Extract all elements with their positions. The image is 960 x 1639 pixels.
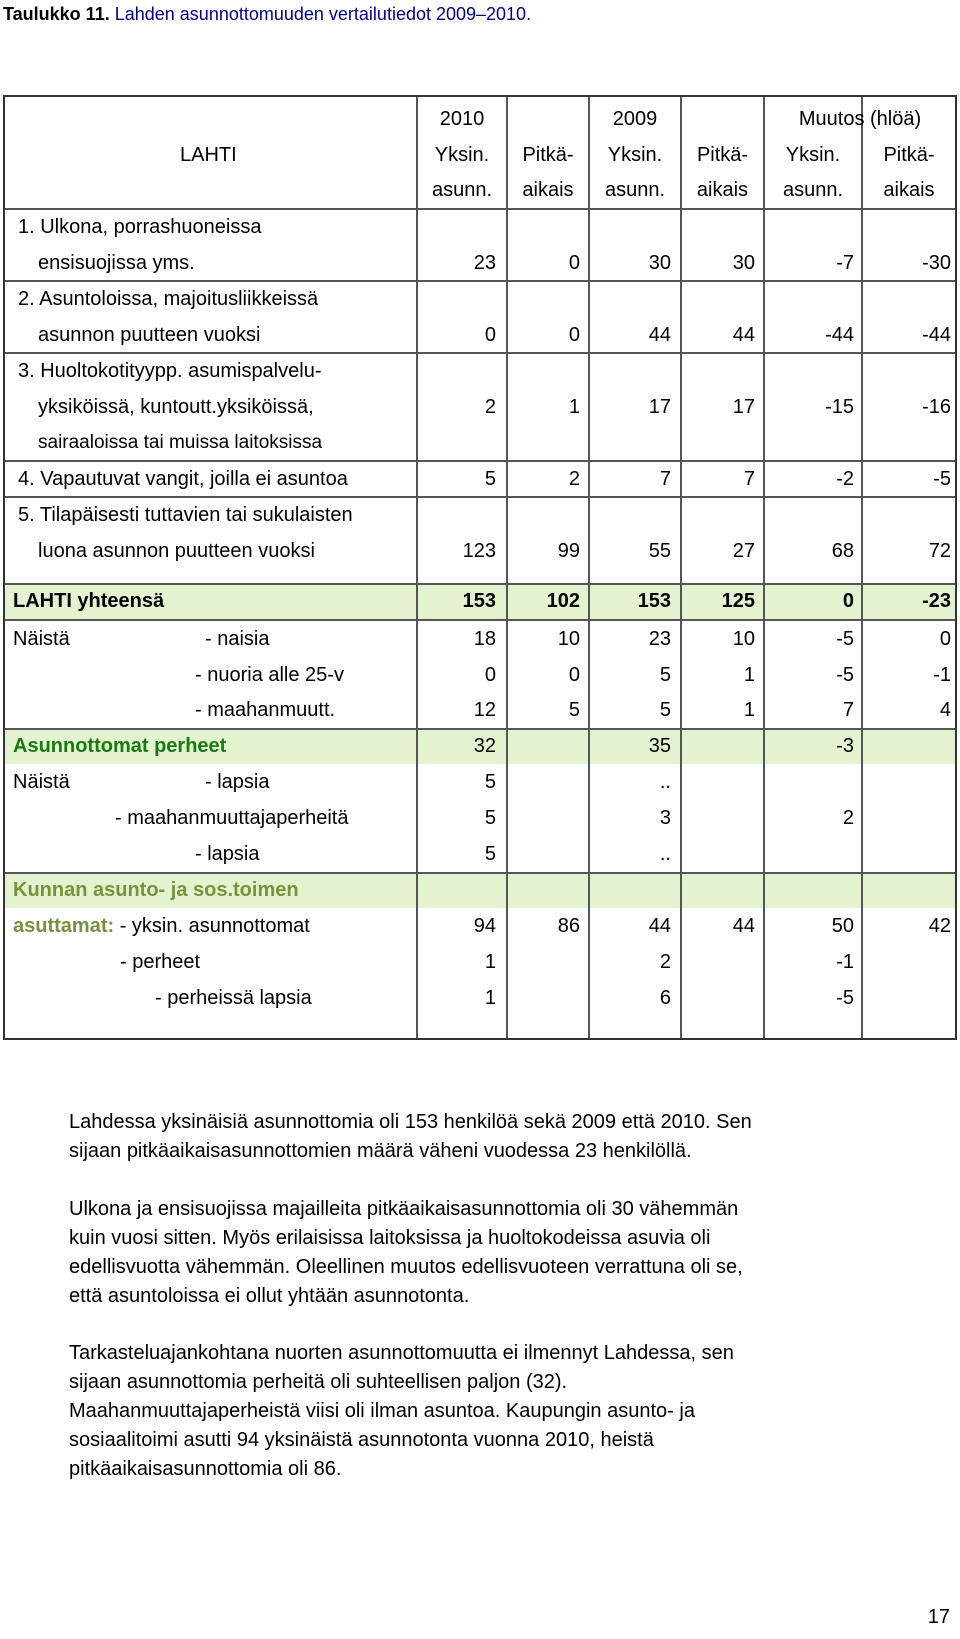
youth-value: 0	[568, 664, 580, 686]
families-label: Asunnottomat perheet	[13, 735, 227, 757]
municipal-single-row	[13, 914, 310, 938]
row2-value: -44	[825, 324, 854, 346]
row4-value: 5	[484, 468, 496, 490]
municipal-label-line2: asuttamat:	[13, 915, 115, 937]
paragraph-line: Maahanmuuttajaperheistä viisi oli ilman asuntoa. Kaupungin asunto- ja	[69, 1400, 695, 1422]
page-number: 17	[927, 1606, 950, 1628]
women-value: 18	[473, 628, 496, 650]
table-caption	[3, 4, 531, 25]
grid-col-6	[861, 97, 863, 1038]
paragraph-line: kuin vuosi sitten. Myös erilaisissa laitoksissa ja huoltokodeissa asuvia oli	[69, 1227, 711, 1249]
women-value: 23	[648, 628, 671, 650]
row2-value: 0	[568, 324, 580, 346]
families-children-prefix: Näistä	[13, 771, 70, 793]
paragraph-line: pitkäaikaisasunnottomia oli 86.	[69, 1458, 342, 1480]
row5-label-line1: 5. Tilapäisesti tuttavien tai sukulaisten	[18, 504, 353, 526]
grid-line-header	[5, 208, 955, 210]
municipal-families-value: 2	[659, 951, 671, 973]
grid-col-5	[763, 97, 765, 1038]
row1-label-line2: ensisuojissa yms.	[38, 252, 195, 274]
municipal-single-value: 42	[928, 915, 951, 937]
immigrants-value: 5	[568, 699, 580, 721]
row3-value: -16	[922, 396, 951, 418]
row5-label-line2: luona asunnon puutteen vuoksi	[38, 540, 315, 562]
row3-value: 2	[484, 396, 496, 418]
paragraph-line: sijaan pitkäaikaisasunnottomien määrä väheni vuodessa 23 henkilöllä.	[69, 1140, 692, 1162]
municipal-label-line1: Kunnan asunto- ja sos.toimen	[13, 879, 299, 901]
grid-col-1	[416, 97, 418, 1038]
municipal-children-label: - perheissä lapsia	[155, 987, 312, 1009]
municipal-families-value: 1	[484, 951, 496, 973]
families-value: -3	[836, 735, 854, 757]
total-value: 153	[462, 590, 496, 612]
header-yksin-2010: Yksin.	[434, 144, 490, 166]
row3-label-line3: sairaaloissa tai muissa laitoksissa	[38, 432, 323, 453]
municipal-single-value: 50	[831, 915, 854, 937]
immigrant-families-value: 5	[484, 807, 496, 829]
immigrant-children-value: 5	[484, 843, 496, 865]
youth-value: -1	[933, 664, 951, 686]
row4-label: 4. Vapautuvat vangit, joilla ei asuntoa	[18, 468, 348, 490]
row2-value: 44	[732, 324, 755, 346]
immigrant-families-value: 2	[842, 807, 854, 829]
total-value: 0	[842, 590, 854, 612]
women-value: 10	[557, 628, 580, 650]
youth-value: -5	[836, 664, 854, 686]
immigrant-families-value: 3	[659, 807, 671, 829]
immigrant-children-label: - lapsia	[195, 843, 260, 865]
youth-value: 5	[659, 664, 671, 686]
row3-label-line1: 3. Huoltokotityypp. asumispalvelu-	[18, 360, 322, 382]
row5-value: 99	[557, 540, 580, 562]
row5-value: 123	[462, 540, 496, 562]
caption-label: Taulukko 11.	[3, 4, 110, 24]
youth-value: 0	[484, 664, 496, 686]
row3-value: -15	[825, 396, 854, 418]
comparison-table	[3, 95, 957, 1040]
row2-label-line1: 2. Asuntoloissa, majoitusliikkeissä	[18, 288, 319, 310]
youth-value: 1	[743, 664, 755, 686]
row5-value: 55	[648, 540, 671, 562]
total-value: -23	[922, 590, 951, 612]
immigrant-families-label: - maahanmuuttajaperheitä	[115, 807, 349, 829]
header-asunn-2009: asunn.	[604, 179, 666, 201]
header-region: LAHTI	[180, 144, 237, 166]
header-pitka-2010: Pitkä-	[522, 144, 574, 166]
women-value: -5	[836, 628, 854, 650]
paragraph-2	[69, 1195, 949, 1311]
families-children-value: ..	[659, 771, 671, 793]
header-year-2010: 2010	[439, 108, 485, 130]
row2-value: 44	[648, 324, 671, 346]
municipal-families-label: - perheet	[120, 951, 201, 973]
header-pitka-2009: Pitkä-	[696, 144, 749, 166]
grid-col-2	[506, 97, 508, 1038]
header-aikais-2009: aikais	[696, 179, 749, 201]
row3-value: 1	[568, 396, 580, 418]
row4-value: -2	[836, 468, 854, 490]
immigrants-value: 7	[842, 699, 854, 721]
row4-value: 7	[743, 468, 755, 490]
caption-text: Lahden asunnottomuuden vertailutiedot 2009–2010.	[114, 4, 532, 24]
grid-line-row5	[5, 583, 955, 585]
municipal-single-value: 86	[557, 915, 580, 937]
municipal-children-value: -5	[836, 987, 854, 1009]
paragraph-line: sijaan asunnottomia perheitä oli suhteellisen paljon (32).	[69, 1371, 568, 1393]
row5-value: 72	[928, 540, 951, 562]
header-yksin-change: Yksin.	[785, 144, 841, 166]
header-aikais-change: aikais	[883, 179, 935, 201]
paragraph-line: sosiaalitoimi asutti 94 yksinäistä asunnotonta vuonna 2010, heistä	[69, 1429, 654, 1451]
municipal-single-value: 44	[648, 915, 671, 937]
immigrants-value: 4	[939, 699, 951, 721]
total-label: LAHTI yhteensä	[13, 590, 165, 612]
header-yksin-2009: Yksin.	[607, 144, 663, 166]
of-which-women-label: - naisia	[205, 628, 270, 650]
row5-value: 27	[732, 540, 755, 562]
paragraph-line: Tarkasteluajankohtana nuorten asunnottomuutta ei ilmennyt Lahdessa, sen	[69, 1342, 734, 1364]
families-value: 32	[473, 735, 496, 757]
grid-line-total	[5, 619, 955, 621]
paragraph-line: edellisvuotta vähemmän. Oleellinen muutos edellisvuoteen verrattuna oli se,	[69, 1256, 743, 1278]
paragraph-line: että asuntoloissa ei ollut yhtään asunnotonta.	[69, 1285, 470, 1307]
header-asunn-2010: asunn.	[431, 179, 493, 201]
families-children-label: - lapsia	[205, 771, 270, 793]
municipal-single-label: - yksin. asunnottomat	[119, 915, 310, 937]
header-asunn-change: asunn.	[782, 179, 844, 201]
total-value: 125	[721, 590, 755, 612]
row2-value: 0	[484, 324, 496, 346]
paragraph-1	[69, 1108, 949, 1166]
immigrants-value: 1	[743, 699, 755, 721]
of-which-immigrants-label: - maahanmuutt.	[195, 699, 336, 721]
of-which-label: Näistä	[13, 628, 70, 650]
row1-value: 23	[473, 252, 496, 274]
immigrant-children-value: ..	[659, 843, 671, 865]
row1-value: -30	[922, 252, 951, 274]
immigrants-value: 12	[473, 699, 496, 721]
families-children-value: 5	[484, 771, 496, 793]
row4-value: 2	[568, 468, 580, 490]
header-year-2009: 2009	[612, 108, 658, 130]
municipal-children-value: 6	[659, 987, 671, 1009]
header-pitka-change: Pitkä-	[883, 144, 935, 166]
families-value: 35	[648, 735, 671, 757]
row4-value: 7	[659, 468, 671, 490]
grid-line-row4	[5, 496, 955, 498]
row1-value: 30	[732, 252, 755, 274]
row1-value: 30	[648, 252, 671, 274]
municipal-single-value: 94	[473, 915, 496, 937]
total-value: 153	[637, 590, 671, 612]
immigrants-value: 5	[659, 699, 671, 721]
grid-col-3	[588, 97, 590, 1038]
row1-label-line1: 1. Ulkona, porrashuoneissa	[18, 216, 262, 238]
women-value: 0	[939, 628, 951, 650]
row3-value: 17	[732, 396, 755, 418]
row4-value: -5	[933, 468, 951, 490]
municipal-families-value: -1	[836, 951, 854, 973]
header-change: Muutos (hlöä)	[798, 108, 922, 130]
grid-line-row2	[5, 352, 955, 354]
grid-line-families	[5, 872, 955, 874]
of-which-youth-label: - nuoria alle 25-v	[195, 664, 344, 686]
paragraph-line: Lahdessa yksinäisiä asunnottomia oli 153 henkilöä sekä 2009 että 2010. Sen	[69, 1111, 752, 1133]
row3-value: 17	[648, 396, 671, 418]
women-value: 10	[732, 628, 755, 650]
paragraph-line: Ulkona ja ensisuojissa majailleita pitkäaikaisasunnottomia oli 30 vähemmän	[69, 1198, 739, 1220]
municipal-single-value: 44	[732, 915, 755, 937]
grid-col-4	[680, 97, 682, 1038]
total-value: 102	[546, 590, 580, 612]
paragraph-3	[69, 1339, 949, 1484]
grid-line-row3	[5, 460, 955, 462]
row2-value: -44	[922, 324, 951, 346]
row3-label-line2: yksiköissä, kuntoutt.yksiköissä,	[38, 396, 314, 418]
municipal-children-value: 1	[484, 987, 496, 1009]
row2-label-line2: asunnon puutteen vuoksi	[38, 324, 261, 346]
row5-value: 68	[831, 540, 854, 562]
grid-line-of-which	[5, 728, 955, 730]
row1-value: -7	[836, 252, 854, 274]
grid-line-row1	[5, 280, 955, 282]
row1-value: 0	[568, 252, 580, 274]
header-aikais-2010: aikais	[522, 179, 574, 201]
